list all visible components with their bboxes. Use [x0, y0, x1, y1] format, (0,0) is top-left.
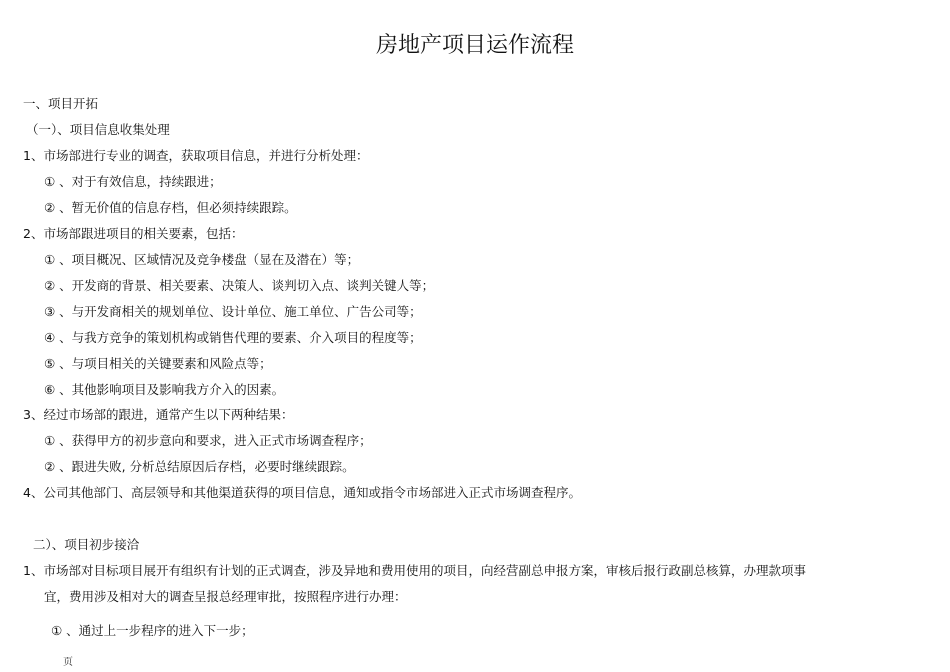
subsection-heading-1: （一）、项目信息收集处理	[26, 122, 170, 137]
sub-item: ① 、获得甲方的初步意向和要求，进入正式市场调查程序；	[44, 433, 372, 448]
sub-item: ① 、对于有效信息，持续跟进；	[44, 174, 222, 189]
numbered-item-2: 2、市场部跟进项目的相关要素，包括：	[23, 226, 244, 241]
numbered-item-1: 1、市场部进行专业的调查，获取项目信息，并进行分析处理：	[23, 148, 369, 163]
subsection-heading-2: 二）、项目初步接洽	[33, 537, 140, 552]
sub-item: ① 、通过上一步程序的进入下一步；	[51, 623, 254, 638]
sub-item: ① 、项目概况、区域情况及竞争楼盘（显在及潜在）等；	[44, 252, 360, 267]
page-footer: 页	[63, 657, 73, 668]
numbered-item-3: 3、经过市场部的跟进，通常产生以下两种结果：	[23, 407, 294, 422]
sub-item: ⑥ 、其他影响项目及影响我方介入的因素。	[44, 382, 285, 397]
sub-item: ④ 、与我方竞争的策划机构或销售代理的要素、介入项目的程度等；	[44, 330, 422, 345]
sub-item: ⑤ 、与项目相关的关键要素和风险点等；	[44, 356, 272, 371]
numbered-item-4: 4、公司其他部门、高层领导和其他渠道获得的项目信息，通知或指令市场部进入正式市场调查程序。	[23, 485, 581, 500]
sub-item: ② 、跟进失败, 分析总结原因后存档，必要时继续跟踪。	[44, 459, 355, 474]
section-heading-1: 一、项目开拓	[23, 96, 99, 111]
sub-item: ② 、开发商的背景、相关要素、决策人、谈判切入点、谈判关键人等；	[44, 278, 435, 293]
numbered-item-1-b: 1、市场部对目标项目展开有组织有计划的正式调查，涉及异地和费用使用的项目，向经营副总申报方案，审核后报行政副总核算，办理款项事	[23, 563, 806, 578]
sub-item: ③ 、与开发商相关的规划单位、设计单位、施工单位、广告公司等；	[44, 304, 422, 319]
document-title: 房地产项目运作流程	[375, 33, 574, 58]
sub-item: ② 、暂无价值的信息存档，但必须持续跟踪。	[44, 200, 297, 215]
numbered-item-continuation: 宜，费用涉及相对大的调查呈报总经理审批，按照程序进行办理：	[44, 589, 407, 604]
